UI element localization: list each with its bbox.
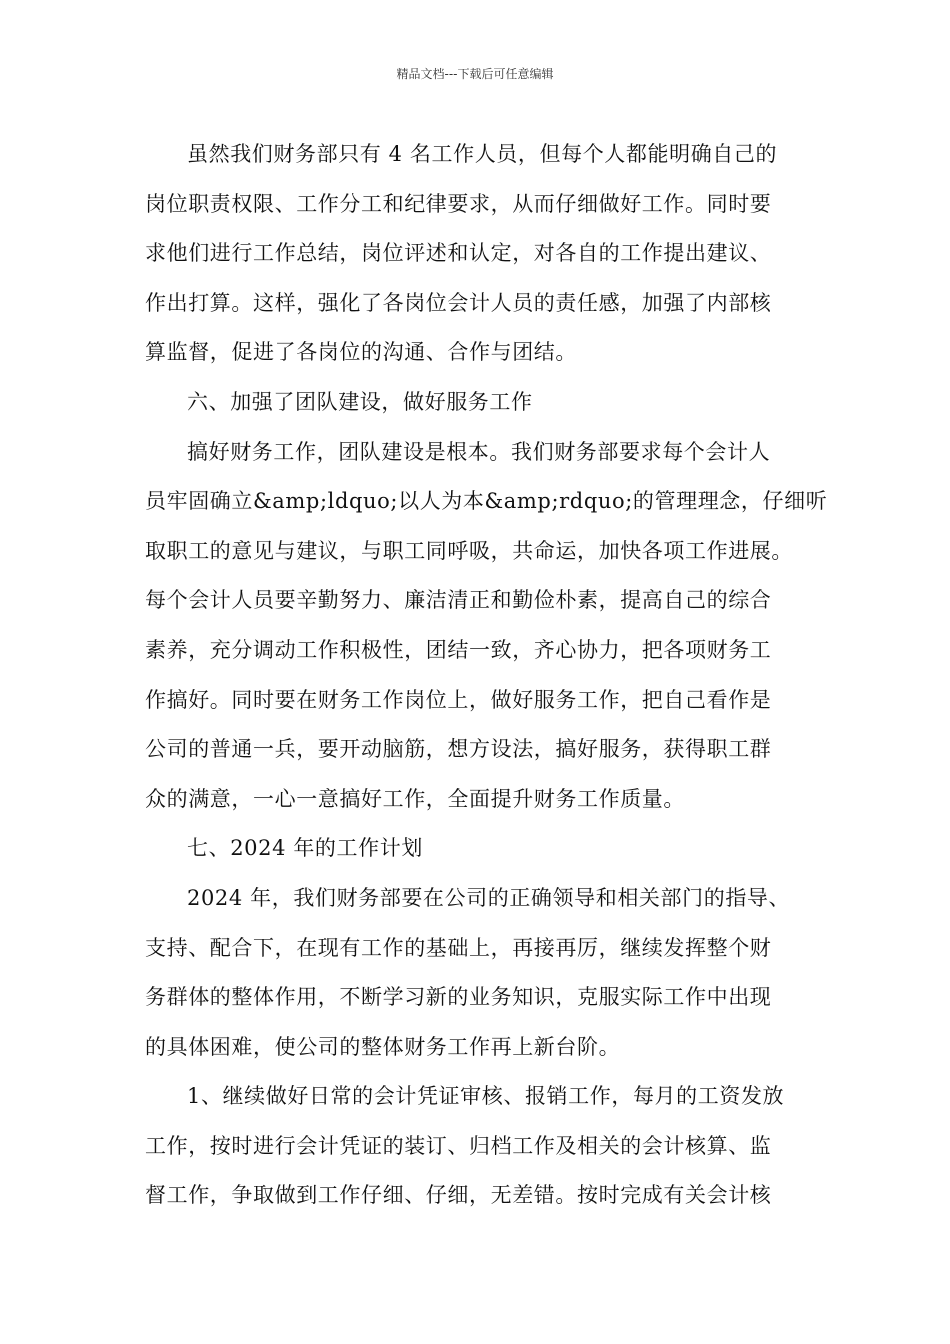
text-line: 搞好财务工作，团队建设是根本。我们财务部要求每个会计人 bbox=[187, 439, 771, 464]
section-heading-7 bbox=[145, 824, 805, 874]
text-line: 支持、配合下，在现有工作的基础上，再接再厉，继续发挥整个财 bbox=[145, 935, 772, 960]
document-body bbox=[145, 130, 828, 1221]
text-line: 岗位职责权限、工作分工和纪律要求，从而仔细做好工作。同时要 bbox=[145, 191, 772, 216]
text-line: 2024 年，我们财务部要在公司的正确领导和相关部门的指导、 bbox=[187, 885, 791, 910]
text-line: 作搞好。同时要在财务工作岗位上，做好服务工作，把自己看作是 bbox=[145, 687, 772, 712]
text-line: 素养，充分调动工作积极性，团结一致，齐心协力，把各项财务工 bbox=[145, 637, 772, 662]
paragraph-work-plan bbox=[145, 874, 805, 1072]
text-line: 督工作，争取做到工作仔细、仔细，无差错。按时完成有关会计核 bbox=[145, 1183, 772, 1208]
text-line: 的具体困难，使公司的整体财务工作再上新台阶。 bbox=[145, 1034, 621, 1059]
text-line: 虽然我们财务部只有 4 名工作人员，但每个人都能明确自己的 bbox=[187, 142, 778, 166]
text-line: 作出打算。这样，强化了各岗位会计人员的责任感，加强了内部核 bbox=[145, 290, 772, 315]
text-line: 员牢固确立&amp;ldquo;以人为本&amp;rdquo;的管理理念，仔细听 bbox=[145, 489, 828, 514]
paragraph-item-1 bbox=[145, 1072, 805, 1221]
heading-text: 七、2024 年的工作计划 bbox=[187, 836, 423, 861]
text-line: 取职工的意见与建议，与职工同呼吸，共命运，加快各项工作进展。 bbox=[145, 538, 793, 563]
text-line: 每个会计人员要辛勤努力、廉洁清正和勤俭朴素，提高自己的综合 bbox=[145, 588, 772, 613]
paragraph-staff-duties bbox=[145, 130, 805, 378]
text-line: 务群体的整体作用，不断学习新的业务知识，克服实际工作中出现 bbox=[145, 985, 772, 1010]
paragraph-team-building bbox=[145, 428, 828, 825]
heading-text: 六、加强了团队建设，做好服务工作 bbox=[187, 389, 533, 414]
text-line: 1、继续做好日常的会计凭证审核、报销工作，每月的工资发放 bbox=[187, 1084, 785, 1109]
page-header: 精品文档---下载后可任意编辑 bbox=[396, 67, 554, 81]
text-line: 工作，按时进行会计凭证的装订、归档工作及相关的会计核算、监 bbox=[145, 1133, 772, 1158]
text-line: 众的满意，一心一意搞好工作，全面提升财务工作质量。 bbox=[145, 786, 685, 811]
section-heading-6 bbox=[145, 378, 805, 428]
text-line: 公司的普通一兵，要开动脑筋，想方设法，搞好服务，获得职工群 bbox=[145, 737, 772, 762]
text-line: 求他们进行工作总结，岗位评述和认定，对各自的工作提出建议、 bbox=[145, 241, 772, 266]
text-line: 算监督，促进了各岗位的沟通、合作与团结。 bbox=[145, 340, 577, 365]
